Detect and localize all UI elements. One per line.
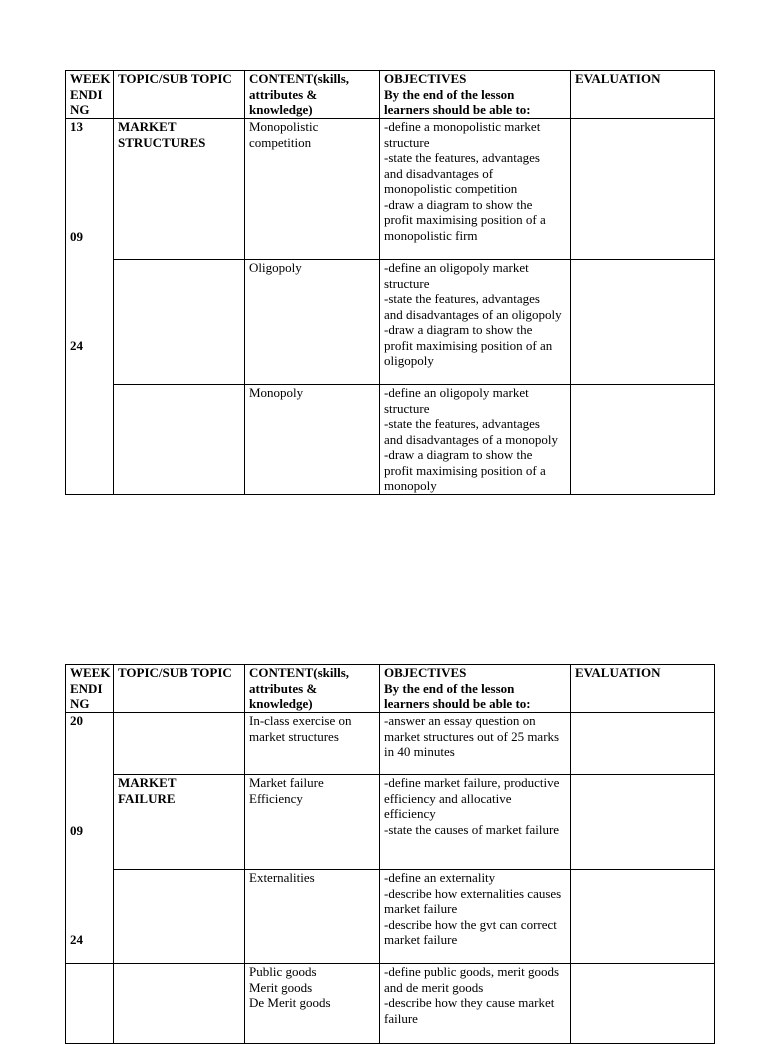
week-year: 24 <box>70 338 83 353</box>
topic-cell <box>114 119 245 260</box>
evaluation-cell <box>571 385 715 495</box>
objectives-cell <box>380 260 571 385</box>
objective-line: -define an oligopoly market <box>384 260 529 275</box>
header-objectives <box>380 665 571 713</box>
week-number: 13 <box>70 119 83 134</box>
objectives-cell <box>380 713 571 775</box>
content-cell <box>245 119 380 260</box>
header-week-line: ENDI <box>70 680 103 696</box>
objective-line: -define a monopolistic market <box>384 119 541 134</box>
topic-cell <box>114 775 245 870</box>
objective-line: market failure <box>384 901 458 916</box>
objective-line: -draw a diagram to show the <box>384 447 533 462</box>
topic-line: STRUCTURES <box>118 134 206 150</box>
header-week-line: NG <box>70 696 90 711</box>
objective-line: -describe how externalities causes <box>384 885 562 901</box>
objective-line: in 40 minutes <box>384 744 455 759</box>
objective-line: -describe how the gvt can correct <box>384 916 557 932</box>
content-line: In-class exercise on <box>249 713 352 728</box>
content-line: Market failure <box>249 775 324 790</box>
topic-cell <box>114 964 245 1044</box>
table-row <box>66 964 715 1044</box>
evaluation-cell <box>571 775 715 870</box>
header-row <box>66 665 715 713</box>
content-line: De Merit goods <box>249 995 331 1010</box>
week-ending-cell <box>66 964 114 1044</box>
objective-line: failure <box>384 1010 418 1026</box>
table-row <box>66 119 715 260</box>
objective-line: profit maximising position of a <box>384 462 546 478</box>
header-topic: TOPIC/SUB TOPIC <box>114 665 245 713</box>
header-objectives-line: OBJECTIVES <box>384 71 467 86</box>
topic-cell <box>114 713 245 775</box>
objective-line: and de merit goods <box>384 979 484 995</box>
header-week-line: WEEK <box>70 71 111 86</box>
scheme-of-work-table-2 <box>65 664 715 1044</box>
objective-line: -define market failure, productive <box>384 775 560 790</box>
header-week-ending <box>66 665 114 713</box>
table-row <box>66 713 715 775</box>
header-evaluation: EVALUATION <box>571 71 715 119</box>
content-line: Efficiency <box>249 790 303 806</box>
header-content-line: knowledge) <box>249 102 313 117</box>
content-cell <box>245 713 380 775</box>
objectives-cell <box>380 964 571 1044</box>
objective-line: efficiency and allocative <box>384 790 512 806</box>
week-month: 09 <box>70 823 83 838</box>
header-objectives-line: learners should be able to: <box>384 696 531 711</box>
content-cell <box>245 385 380 495</box>
objective-line: -define public goods, merit goods <box>384 964 560 979</box>
header-objectives-line: By the end of the lesson <box>384 680 515 696</box>
table-row <box>66 385 715 495</box>
header-content-line: attributes & <box>249 86 318 102</box>
table-row <box>66 870 715 964</box>
objective-line: -state the features, advantages <box>384 150 540 165</box>
week-ending-cell <box>66 713 114 964</box>
content-cell <box>245 775 380 870</box>
header-objectives <box>380 71 571 119</box>
content-line: competition <box>249 134 312 150</box>
objective-line: market structures out of 25 marks <box>384 728 560 744</box>
header-objectives-line: learners should be able to: <box>384 102 531 117</box>
evaluation-cell <box>571 260 715 385</box>
evaluation-cell <box>571 870 715 964</box>
week-month: 09 <box>70 229 83 244</box>
table-row <box>66 260 715 385</box>
objective-line: -state the features, advantages <box>384 416 540 431</box>
objective-line: -answer an essay question on <box>384 713 536 728</box>
objective-line: monopolistic firm <box>384 227 478 243</box>
objective-line: and disadvantages of <box>384 165 494 181</box>
scheme-of-work-table-1 <box>65 70 715 495</box>
header-content-line: knowledge) <box>249 696 313 711</box>
week-ending-cell <box>66 119 114 495</box>
content-line: Monopolistic <box>249 119 319 134</box>
header-evaluation: EVALUATION <box>571 665 715 713</box>
objective-line: profit maximising position of a <box>384 212 546 227</box>
topic-cell <box>114 385 245 495</box>
header-content <box>245 665 380 713</box>
objective-line: structure <box>384 134 430 150</box>
objective-line: -draw a diagram to show the <box>384 196 533 212</box>
header-content-line: CONTENT(skills, <box>249 665 350 680</box>
header-objectives-line: OBJECTIVES <box>384 665 467 680</box>
objective-line: profit maximising position of an <box>384 337 553 353</box>
objective-line: -draw a diagram to show the <box>384 322 533 337</box>
header-row <box>66 71 715 119</box>
header-week-ending <box>66 71 114 119</box>
header-objectives-line: By the end of the lesson <box>384 86 515 102</box>
header-week-line: ENDI <box>70 86 103 102</box>
content-cell <box>245 964 380 1044</box>
week-year: 24 <box>70 932 83 947</box>
topic-cell <box>114 260 245 385</box>
content-line: Externalities <box>249 870 315 885</box>
objective-line: monopolistic competition <box>384 181 518 196</box>
objectives-cell <box>380 775 571 870</box>
week-number: 20 <box>70 713 83 728</box>
objective-line: -describe how they cause market <box>384 995 555 1010</box>
objective-line: and disadvantages of an oligopoly <box>384 306 562 322</box>
content-line: Merit goods <box>249 979 313 995</box>
objectives-cell <box>380 119 571 260</box>
content-cell <box>245 260 380 385</box>
header-week-line: NG <box>70 102 90 117</box>
evaluation-cell <box>571 713 715 775</box>
objective-line: structure <box>384 275 430 291</box>
topic-line: MARKET <box>118 775 177 790</box>
evaluation-cell <box>571 119 715 260</box>
header-content <box>245 71 380 119</box>
objective-line: -define an oligopoly market <box>384 385 529 400</box>
content-line: Monopoly <box>249 385 304 400</box>
table-row <box>66 775 715 870</box>
topic-line: FAILURE <box>118 790 176 806</box>
objective-line: efficiency <box>384 806 436 821</box>
header-topic: TOPIC/SUB TOPIC <box>114 71 245 119</box>
content-line: Public goods <box>249 964 317 979</box>
topic-line: MARKET <box>118 119 177 134</box>
objective-line: market failure <box>384 932 458 947</box>
objective-line: -define an externality <box>384 870 496 885</box>
content-line: market structures <box>249 728 339 744</box>
objective-line: structure <box>384 400 430 416</box>
header-content-line: CONTENT(skills, <box>249 71 350 86</box>
topic-cell <box>114 870 245 964</box>
evaluation-cell <box>571 964 715 1044</box>
objective-line: -state the causes of market failure <box>384 821 560 837</box>
objectives-cell <box>380 385 571 495</box>
objective-line: monopoly <box>384 478 437 493</box>
objective-line: oligopoly <box>384 353 434 368</box>
header-content-line: attributes & <box>249 680 318 696</box>
header-week-line: WEEK <box>70 665 111 680</box>
content-line: Oligopoly <box>249 260 302 275</box>
objective-line: -state the features, advantages <box>384 291 540 306</box>
content-cell <box>245 870 380 964</box>
objectives-cell <box>380 870 571 964</box>
objective-line: and disadvantages of a monopoly <box>384 431 559 447</box>
